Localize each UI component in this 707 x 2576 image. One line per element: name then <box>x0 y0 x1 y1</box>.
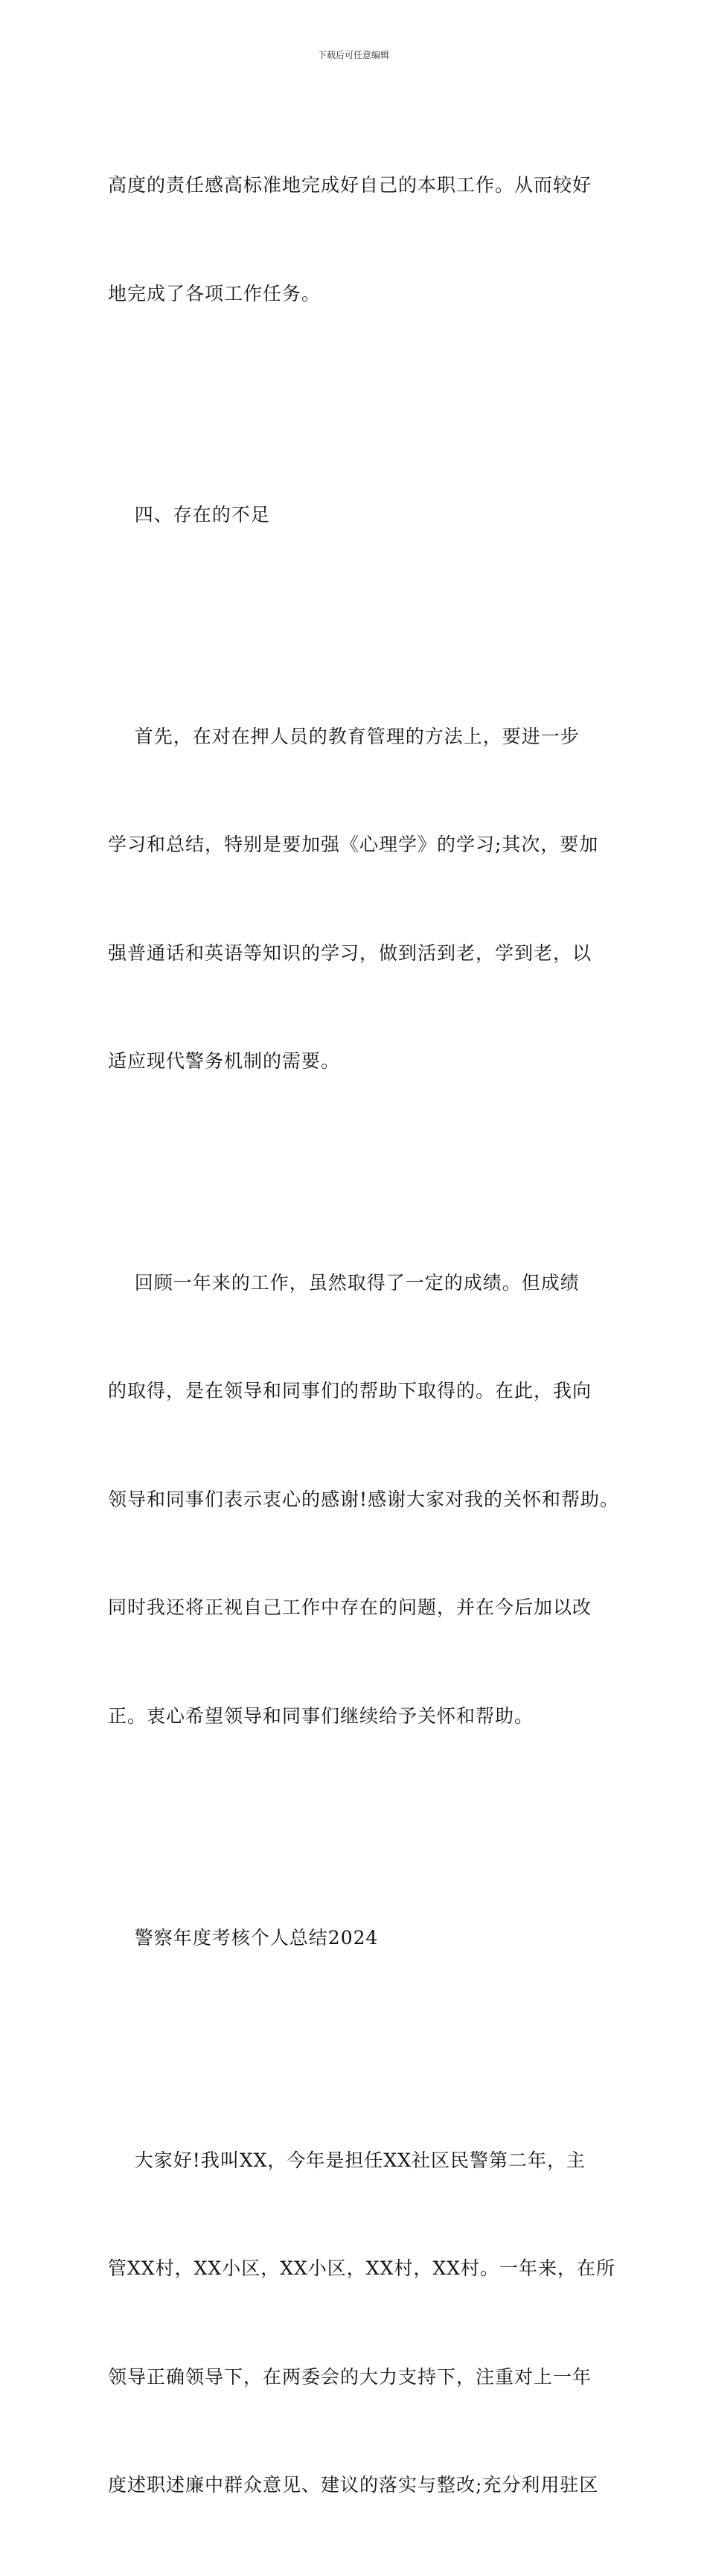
page-header: 下载后可任意编辑 <box>317 50 389 60</box>
text-line: 管XX村，XX小区，XX小区，XX村，XX村。一年来，在所 <box>108 2257 615 2279</box>
text-line: 适应现代警务机制的需要。 <box>108 1050 341 1072</box>
text-line: 回顾一年来的工作，虽然取得了一定的成绩。但成绩 <box>108 1271 580 1294</box>
paragraph-shortcomings <box>108 647 607 1152</box>
text-line: 四、存在的不足 <box>108 504 270 525</box>
section-heading-shortcomings <box>108 425 607 606</box>
text-line: 领导和同事们表示衷心的感谢!感谢大家对我的关怀和帮助。 <box>108 1488 620 1510</box>
text-line: 大家好!我叫XX，今年是担任XX社区民警第二年，主 <box>108 2149 586 2171</box>
text-line: 正。衷心希望领导和同事们继续给予关怀和帮助。 <box>108 1704 534 1727</box>
text-line: 强普通话和英语等知识的学习，做到活到老，学到老，以 <box>108 942 592 964</box>
text-line: 的取得，是在领导和同事们的帮助下取得的。在此，我向 <box>108 1380 592 1402</box>
text-line: 同时我还将正视自己工作中存在的问题，并在今后加以改 <box>108 1597 592 1618</box>
text-line: 地完成了各项工作任务。 <box>108 282 321 304</box>
document-title <box>108 1848 607 2029</box>
text-line: 度述职述廉中群众意见、建议的落实与整改;充分利用驻区 <box>108 2474 599 2496</box>
text-line: 警察年度考核个人总结2024 <box>108 1927 379 1949</box>
document-body <box>108 95 620 2576</box>
paragraph-continuation <box>108 95 607 384</box>
text-line: 领导正确领导下，在两委会的大力支持下，注重对上一年 <box>108 2365 592 2388</box>
text-line: 高度的责任感高标准地完成好自己的本职工作。从而较好 <box>108 174 592 196</box>
paragraph-review <box>108 1193 620 1807</box>
text-line: 首先，在对在押人员的教育管理的方法上，要进一步 <box>108 725 580 747</box>
text-line: 学习和总结，特别是要加强《心理学》的学习;其次，要加 <box>108 834 599 855</box>
paragraph-introduction <box>108 2071 615 2576</box>
